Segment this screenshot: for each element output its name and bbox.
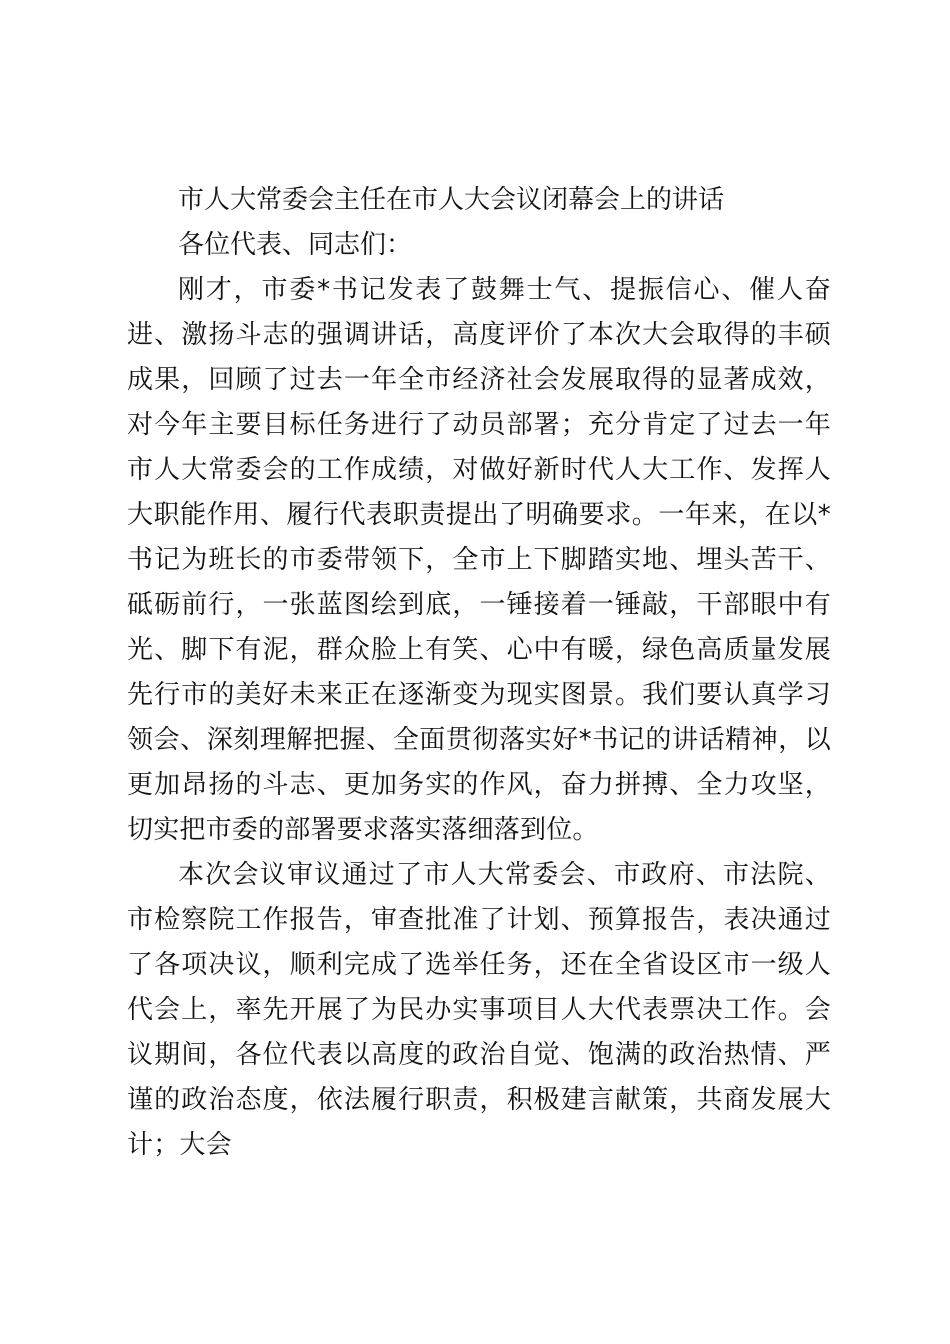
speech-body [127, 178, 831, 1168]
paragraph-1: 刚才，市委*书记发表了鼓舞士气、提振信心、催人奋进、激扬斗志的强调讲话，高度评价了本次大会取得的丰硕成果，回顾了过去一年全市经济社会发展取得的显著成效，对今年主要目标任务进行了动员部署；充分肯定了过去一年市人大常委会的工作成绩，对做好新时代人大工作、发挥人大职能作用、履行代表职责提出了明确要求。一年来，在以*书记为班长的市委带领下，全市上下脚踏实地、埋头苦干、砥砺前行，一张蓝图绘到底，一锤接着一锤敲，干部眼中有光、脚下有泥，群众脸上有笑、心中有暖，绿色高质量发展先行市的美好未来正在逐渐变为现实图景。我们要认真学习领会、深刻理解把握、全面贯彻落实好*书记的讲话精神，以更加昂扬的斗志、更加务实的作风，奋力拼搏、全力攻坚，切实把市委的部署要求落实落细落到位。 [127, 275, 831, 845]
paragraph-2: 本次会议审议通过了市人大常委会、市政府、市法院、市检察院工作报告，审查批准了计划、预算报告，表决通过了各项决议，顺利完成了选举任务，还在全省设区市一级人代会上，率先开展了为民办实事项目人大代表票决工作。会议期间，各位代表以高度的政治自觉、饱满的政治热情、严谨的政治态度，依法履行职责，积极建言献策，共商发展大计；大会 [127, 860, 831, 1160]
salutation: 各位代表、同志们： [178, 230, 413, 260]
document-title: 市人大常委会主任在市人大会议闭幕会上的讲话 [178, 185, 725, 215]
